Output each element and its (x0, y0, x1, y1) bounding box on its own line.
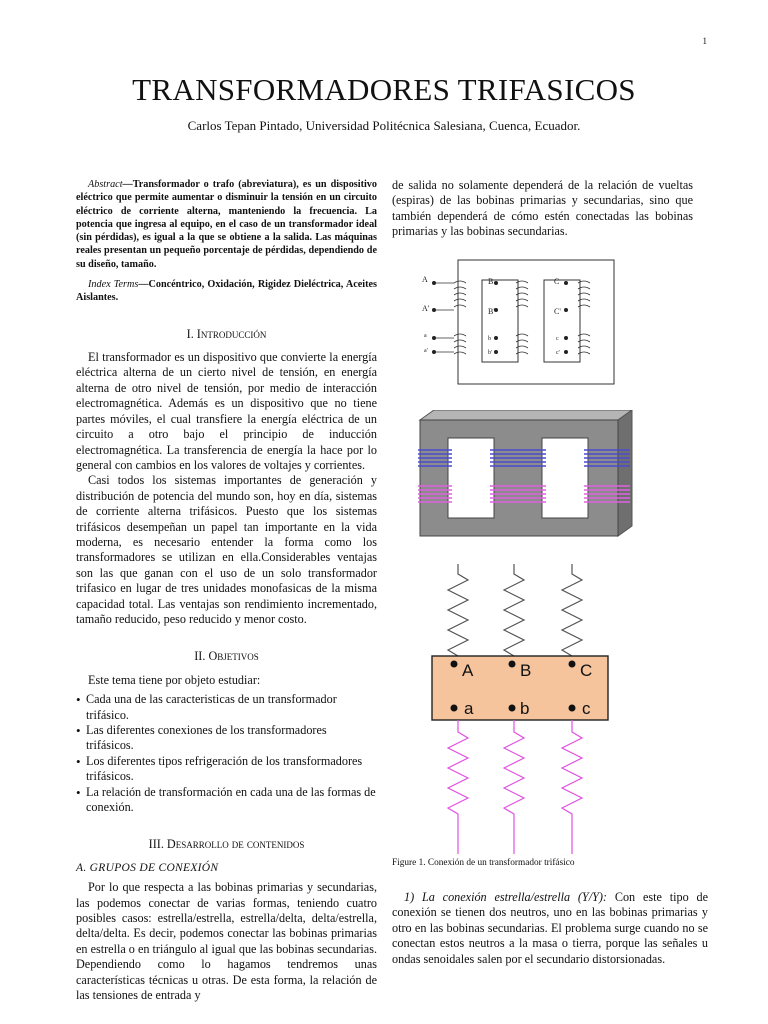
box-label-upper: C (580, 661, 593, 680)
page-number: 1 (702, 36, 707, 46)
core-window-right (544, 280, 580, 362)
section-heading-3: III. Desarrollo de contenidos (148, 837, 305, 852)
index-terms-label: Index Terms (88, 279, 139, 291)
abstract (76, 178, 377, 271)
lead-lines (434, 283, 454, 352)
box-label-lower: b (520, 699, 530, 718)
paragraph: Este tema tiene por objeto estudiar: (88, 672, 261, 687)
box-label-lower: a (464, 699, 474, 718)
paragraph: Por lo que respecta a las bobinas primarias y secundarias, las podemos conectar de varias formas, teniendo cuatro posibles casos: estrella/estrella, estrella/delta, delta/estrella, delta/delta. Es decir, podemos conectar las bobinas primarias en estrella o en triángulo al igual que las bobinas secundarias. Dependiendo como lo hagamos tendremos unas características técnicas u otras. De esta forma, la relación de las tensiones de entrada y (76, 880, 377, 1003)
section-heading-2: II. Objetivos (194, 649, 259, 664)
terminal-label: C' (554, 307, 561, 316)
core-illustration (418, 410, 634, 540)
bullet-icon: • (76, 784, 81, 800)
list-item: • Cada una de las caracteristicas de un transformador trifásico. (76, 692, 337, 722)
index-terms-text: —Concéntrico, Oxidación, Rigidez Dieléctrica, Aceites Aislantes. (76, 279, 377, 304)
abstract-text: —Transformador o trafo (abreviatura), es un dispositivo eléctrico que permite aumentar o disminuir la tensión en un circuito eléctrico de corriente alterna, manteniendo la frecuencia. La potencia que ingresa al equipo, en el caso de un transformador ideal (sin pérdidas), es igual a la que se obtiene a la salida. Las máquinas reales presentan un pequeño porcentaje de pérdidas, dependiendo de su diseño, tamaño. (76, 179, 377, 270)
list-item: • La relación de transformación en cada una de las formas de conexión. (76, 784, 376, 815)
paragraph: El transformador es un dispositivo que convierte la energía eléctrica alterna de un cierto nivel de tensión, en energía alterna de otro nivel de tensión, por medio de interacción electromagnética. Además es un dispositivo que no tiene partes móviles, el cual transfiere la energía eléctrica de un circuito a otro bajo el principio de inducción electromagnética. La transferencia de energía la hace por lo general con cambios en los valores de voltajes y corrientes. (76, 350, 377, 472)
list-item: • Las diferentes conexiones de los transformadores trifásicos. (76, 723, 327, 753)
paper-title: TRANSFORMADORES TRIFASICOS (132, 72, 636, 107)
objectives-list (76, 692, 377, 815)
paragraph-continued: de salida no solamente dependerá de la relación de vueltas (espiras) de las bobinas primarias y secundarias, sino que también dependerá de cómo estén conectadas las bobinas primarias y las bobinas secundarias. (392, 178, 693, 239)
right-column (392, 178, 693, 240)
left-column (76, 178, 377, 1004)
winding-schematic (420, 258, 620, 390)
upper-springs (448, 564, 582, 656)
terminal-label: b (488, 336, 491, 342)
bullet-icon: • (76, 723, 81, 739)
terminal-label: a (424, 333, 427, 339)
section-heading-1: I. Introducción (186, 326, 267, 341)
terminal-label: A (422, 275, 428, 284)
terminal-label: C (554, 277, 560, 286)
author-line: Carlos Tepan Pintado, Universidad Politécnica Salesiana, Cuenca, Ecuador. (187, 118, 581, 133)
lower-springs (448, 720, 582, 854)
figure-caption: Figure 1. Conexión de un transformador trifásico (392, 858, 575, 868)
terminal-label: c' (556, 350, 560, 356)
core-window-left (448, 438, 494, 518)
subsection-label: 1) La conexión estrella/estrella (Y/Y): (404, 890, 607, 904)
core-top-face (420, 410, 632, 420)
terminal-label: B (488, 277, 494, 286)
bullet-icon: • (76, 692, 81, 708)
paragraph: Casi todos los sistemas importantes de generación y distribución de potencia del mundo son, hoy en día, sistemas de corriente alterna trifásicos. Puesto que los sistemas trifásicos desempeñan un papel tan importante en la vida moderna, es necesario entender la forma como los transformadores se utilizan en ella.Considerables ventajas son las que ganan con el uso de un solo transformador trifasico en lugar de tres unidades monofasicas de la misma capacidad total. Las ventajas son rendimiento incrementado, tamaño reducido, peso reducido y menor costo. (76, 473, 377, 626)
list-item: • Los diferentes tipos refrigeración de los transformadores trifásicos. (76, 753, 363, 784)
box-label-upper: B (520, 661, 532, 680)
subsection-text: Con este tipo de conexión se tienen dos neutros, uno en las bobinas primarias y otro en las bobinas secundarias. El problema surge cuando no se conectan estos neutros a la masa o tierra, porque las señales u ondas senoidales salen por el secundario distorsionadas. (392, 890, 708, 966)
box-label-upper: A (462, 661, 474, 680)
box-label-lower: c (582, 699, 591, 718)
core-window-right (542, 438, 588, 518)
terminal-label: b' (488, 350, 493, 356)
terminal-label: c (556, 336, 559, 342)
subsection-paragraph (392, 890, 708, 967)
subsection-heading: A. GRUPOS DE CONEXIÓN (76, 861, 219, 874)
terminal-box-diagram (428, 564, 614, 854)
abstract-label: Abstract (88, 179, 123, 190)
bullet-icon: • (76, 753, 81, 769)
index-terms (76, 278, 377, 305)
terminal-label: A' (422, 304, 430, 313)
terminal-label: a' (424, 348, 428, 354)
schematic-frame (458, 260, 614, 384)
core-side-face (618, 410, 632, 536)
terminal-label: B' (488, 307, 495, 316)
